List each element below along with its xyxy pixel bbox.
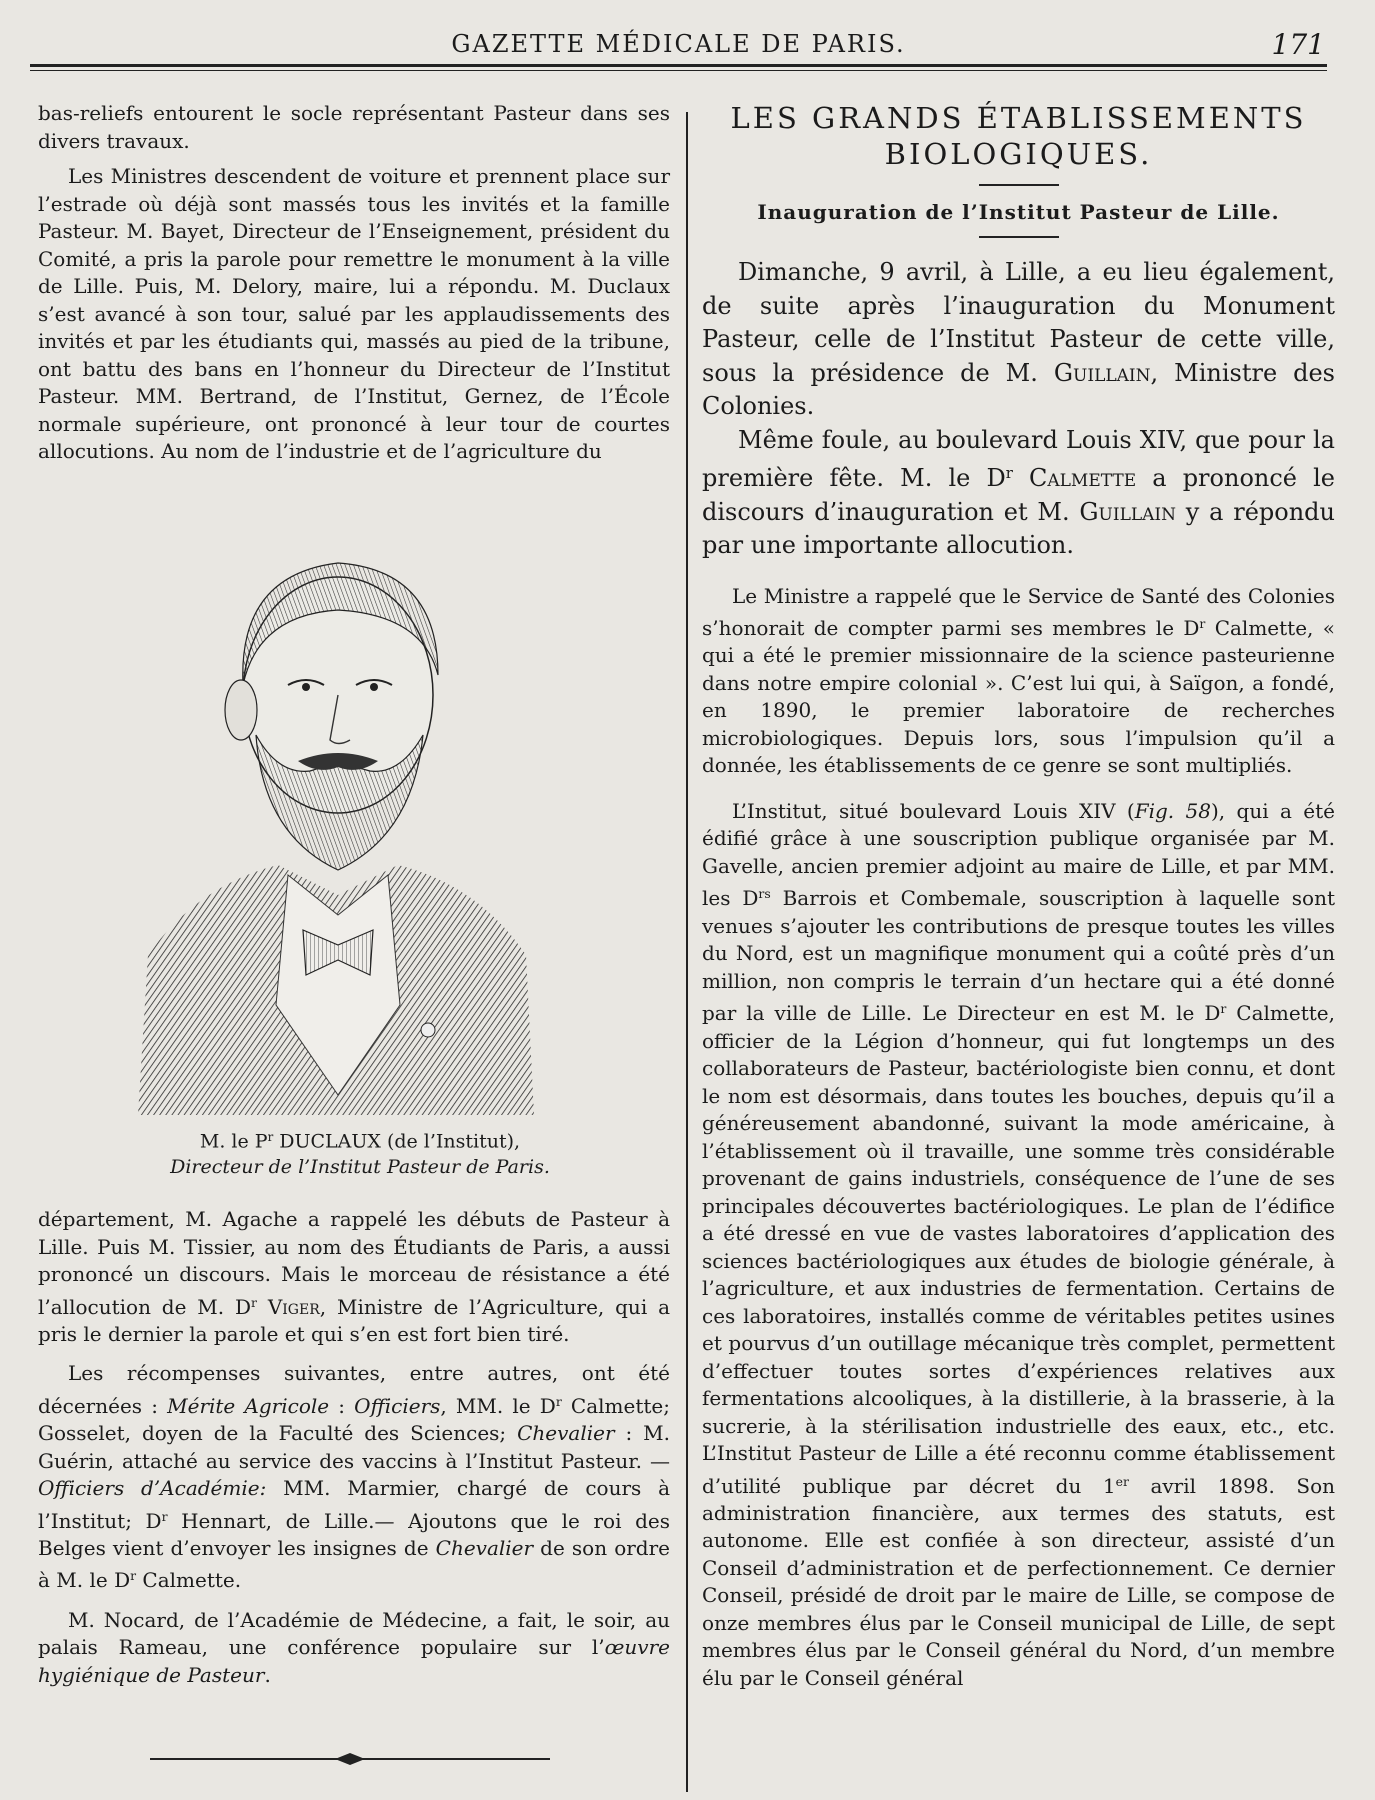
lead-paragraph-2: Même foule, au boulevard Louis XIV, que pour la première fête. M. le $D^r$ Calmette a prononcé le discours d’inauguration et M. Guillain y a répondu par une importante allocution. (702, 425, 1335, 560)
section-subtitle: Inauguration de l’Institut Pasteur de Lille. (757, 200, 1280, 224)
title-rule (979, 184, 1059, 186)
caption-line-2: Directeur de l’Institut Pasteur de Paris. (170, 1156, 550, 1179)
left-column-top (38, 100, 670, 466)
right-paragraph-1: Le Ministre a rappelé que le Service de Santé des Colonies s’honorait de compter parmi ses membres le $D^r$ Calmette, « qui a été le premier missionnaire de la science pasteurienne dans notre empire colonial ». C’est lui qui, à Saïgon, a fondé, en 1890, le premier laboratoire de recherches microbiologiques. Depuis lors, sous l’impulsion qu’il a donnée, les établissements de ce genre se sont multipliés. (702, 583, 1335, 778)
left-column-bottom (38, 1206, 670, 1689)
column-divider (686, 112, 688, 1792)
portrait-duclaux (138, 535, 534, 1115)
left-paragraph-3: département, M. Agache a rappelé les débuts de Pasteur à Lille. Puis M. Tissier, au nom des Étudiants de Paris, a aussi prononcé un discours. Mais le morceau de résistance a été l’allocution de M. $D^r$ Viger, Ministre de l’Agriculture, qui a pris le dernier la parole et qui s’en est fort bien tiré. (38, 1207, 670, 1346)
running-head (30, 28, 1327, 61)
ornamental-rule (150, 1752, 550, 1766)
body-text (702, 583, 1335, 1693)
lead-text (702, 256, 1335, 563)
portrait-caption (60, 1124, 660, 1180)
page-number: 171 (1271, 28, 1325, 61)
left-paragraph-1: bas-reliefs entourent le socle représentant Pasteur dans ses divers travaux. (38, 101, 670, 153)
header-rule-thin (30, 70, 1327, 71)
lead-paragraph-1: Dimanche, 9 avril, à Lille, a eu lieu également, de suite après l’inauguration du Monument Pasteur, celle de l’Institut Pasteur de cette ville, sous la présidence de M. Guillain, Ministre des Colonies. (702, 258, 1336, 420)
left-paragraph-5: M. Nocard, de l’Académie de Médecine, a fait, le soir, au palais Rameau, une conférence populaire sur l’œuvre hygiénique de Pasteur. (38, 1607, 670, 1687)
caption-line-1: M. le $P^r$ DUCLAUX (de l’Institut), (199, 1130, 521, 1153)
subtitle-rule (979, 236, 1059, 238)
section-title: LES GRANDS ÉTABLISSEMENTS BIOLOGIQUES. (730, 101, 1307, 171)
portrait-engraving (138, 535, 534, 1115)
left-paragraph-4: Les récompenses suivantes, entre autres, ont été décernées : Mérite Agricole : Officiers, MM. le $D^r$ Calmette; Gosselet, doyen de la Faculté des Sciences; Chevalier : M. Guérin, attaché au service des vaccins à l’Institut Pasteur. — Officiers d’Académie: MM. Marmier, chargé de cours à l’Institut; $D^r$ Hennart, de Lille.— Ajoutons que le roi des Belges vient d’envoyer les insignes de Chevalier de son ordre à M. le $D^r$ Calmette. (38, 1361, 670, 1593)
left-paragraph-2: Les Ministres descendent de voiture et prennent place sur l’estrade où déjà sont massés tous les invités et la famille Pasteur. M. Bayet, Directeur de l’Enseignement, président du Comité, a pris la parole pour remettre le monument à la ville de Lille. Puis, M. Delory, maire, lui a répondu. M. Duclaux s’est avancé à son tour, salué par les applaudissements des invités et par les étudiants qui, massés au pied de la tribune, ont battu des bans en l’honneur du Directeur de l’Institut Pasteur. MM. Bertrand, de l’Institut, Gernez, de l’École normale supérieure, ont prononcé à leur tour de courtes allocutions. Au nom de l’industrie et de l’agriculture du (38, 164, 670, 463)
running-title: GAZETTE MÉDICALE DE PARIS. (451, 30, 906, 58)
right-paragraph-2: L’Institut, situé boulevard Louis XIV (Fig. 58), qui a été édifié grâce à une souscription publique organisée par M. Gavelle, ancien premier adjoint au maire de Lille, et par MM. les $D^{rs}$ Barrois et Combemale, souscription à laquelle sont venues s’ajouter les contributions de presque toutes les villes du Nord, est un magnifique monument qui a coûté près d’un million, non compris le terrain d’un hectare qui a été donné par la ville de Lille. Le Directeur en est M. le $D^r$ Calmette, officier de la Légion d’honneur, qui fut longtemps un des collaborateurs de Pasteur, bactériologiste bien connu, et dont le nom est désormais, dans toutes les bouches, depuis qu’il a généreusement abandonné, suivant la mode américaine, à l’établissement où il travaille, une somme très considérable provenant de gains industriels, conséquence de l’une de ses principales découvertes bactériologiques. Le plan de l’édifice a été dressé en vue de vastes laboratoires d’application des sciences bactériologiques aux études de biologie générale, à l’agriculture, et aux industries de fermentation. Certains de ces laboratoires, installés comme de véritables petites usines et pourvus d’un outillage mécanique très complet, permettent d’effectuer toutes sortes d’expériences relatives aux fermentations alcooliques, à la distillerie, à la brasserie, à la sucrerie, à la stérilisation industrielle des eaux, etc., etc. L’Institut Pasteur de Lille a été reconnu comme établissement d’utilité publique par décret du 1er avril 1898. Son administration financière, aux termes des statuts, est autonome. Elle est confiée à son directeur, assisté d’un Conseil d’administration et de perfectionnement. Ce dernier Conseil, présidé de droit par le maire de Lille, se compose de onze membres élus par le Conseil municipal de Lille, de sept membres élus par le Conseil général du Nord, d’un membre élu par le Conseil général (702, 798, 1336, 1690)
right-column (702, 100, 1335, 1692)
header-rule (30, 64, 1327, 67)
